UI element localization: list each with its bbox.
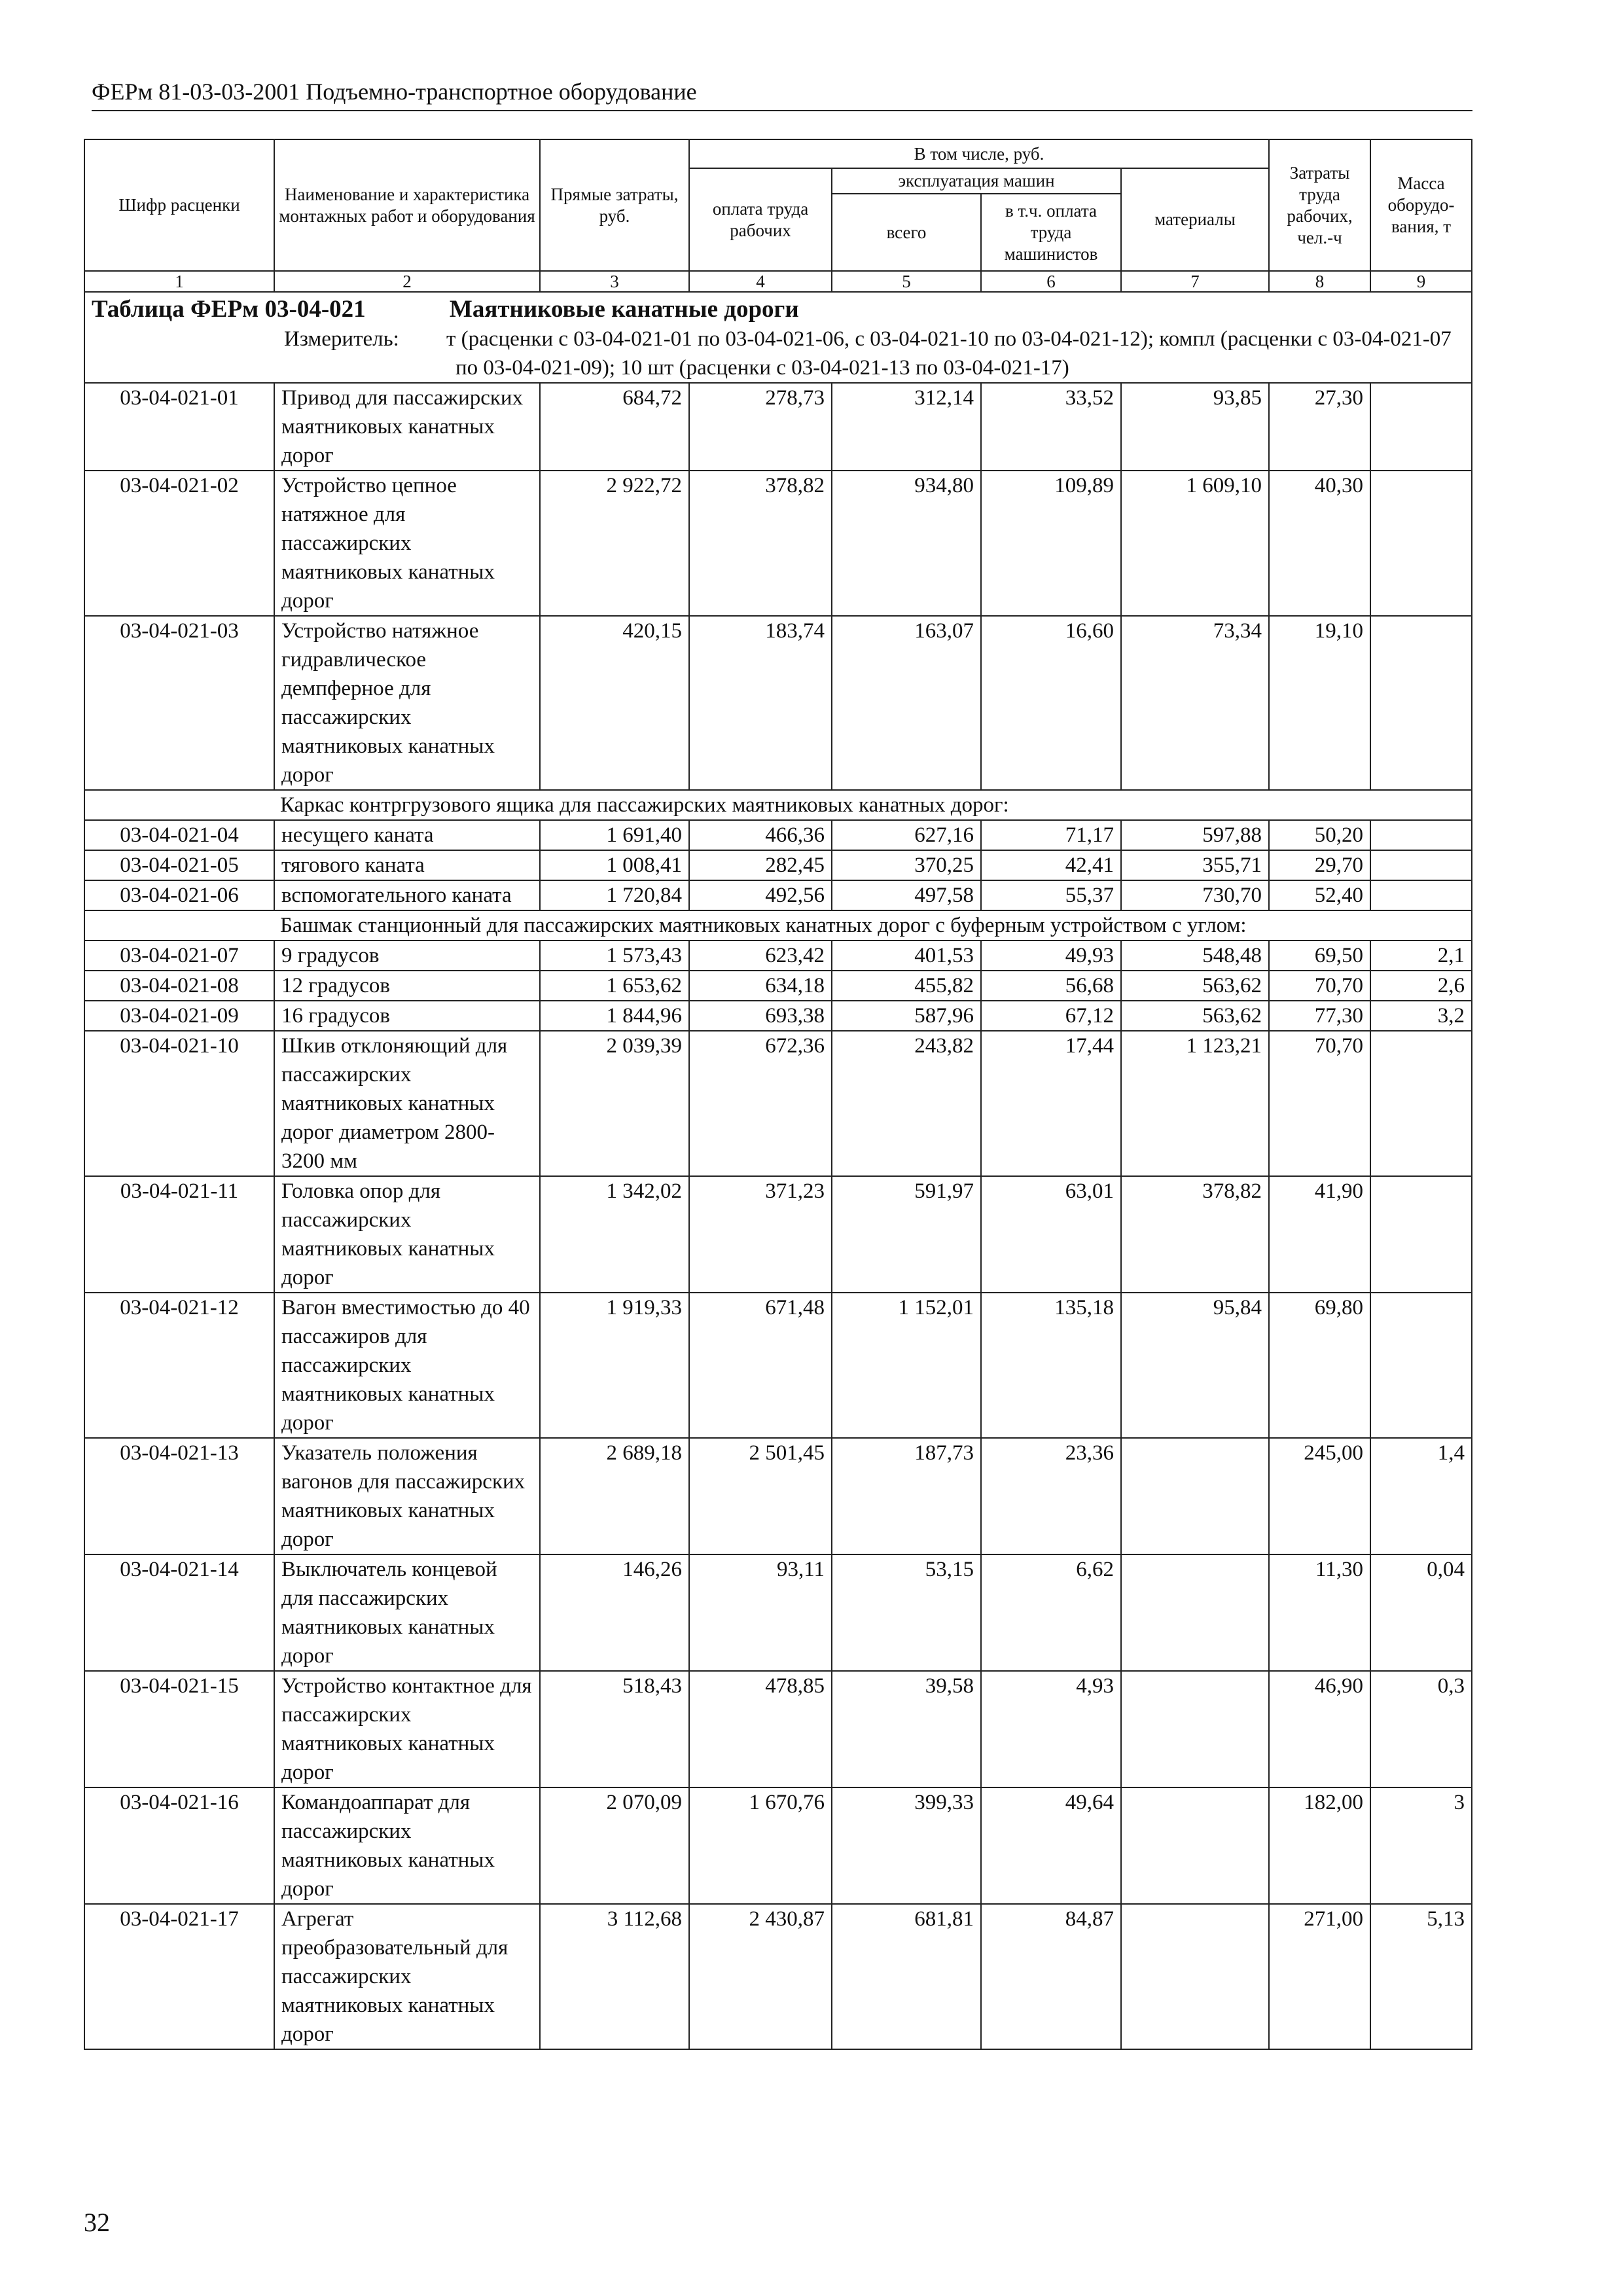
worker-wages: 693,38: [689, 1001, 832, 1031]
work-name: Шкив отклоняющий для пассажирских маятниковых канатных дорог диаметром 2800-3200 мм: [274, 1031, 540, 1176]
header-mass: Масса оборудо-вания, т: [1370, 139, 1472, 271]
direct-costs: 1 342,02: [540, 1176, 689, 1293]
rate-code: 03-04-021-16: [84, 1787, 274, 1904]
machine-costs: 627,16: [832, 820, 981, 850]
direct-costs: 2 689,18: [540, 1438, 689, 1554]
materials-costs: 1 123,21: [1121, 1031, 1269, 1176]
table-row: [84, 941, 1472, 971]
materials-costs: [1121, 1671, 1269, 1787]
equipment-mass: [1370, 850, 1472, 880]
table-row: [84, 1001, 1472, 1031]
meter-text: т (расценки с 03-04-021-01 по 03-04-021-06, с 03-04-021-10 по 03-04-021-12); компл (расценки с 03-04-021-07 по 03-04-021-09); 10 шт (расценки с 03-04-021-13 по 03-04-021-17): [446, 327, 1452, 380]
labor-costs: 70,70: [1269, 1031, 1370, 1176]
rate-code: 03-04-021-13: [84, 1438, 274, 1554]
table-row: [84, 820, 1472, 850]
rate-code: 03-04-021-08: [84, 971, 274, 1001]
group-title: Каркас контргрузового ящика для пассажирских маятниковых канатных дорог:: [84, 790, 1472, 820]
labor-costs: 41,90: [1269, 1176, 1370, 1293]
worker-wages: 371,23: [689, 1176, 832, 1293]
table-row: [84, 471, 1472, 616]
table-row: [84, 383, 1472, 471]
machinist-wages: 49,93: [981, 941, 1121, 971]
section-caption-row: [84, 292, 1472, 383]
header-name: Наименование и характеристика монтажных работ и оборудования: [274, 139, 540, 271]
equipment-mass: [1370, 383, 1472, 471]
header-total: всего: [832, 194, 981, 271]
labor-costs: 50,20: [1269, 820, 1370, 850]
header-incl: В том числе, руб.: [689, 139, 1269, 168]
materials-costs: 563,62: [1121, 971, 1269, 1001]
machine-costs: 370,25: [832, 850, 981, 880]
table-row: [84, 1671, 1472, 1787]
header-machinist-wages: в т.ч. оплата труда машинистов: [981, 194, 1121, 271]
machinist-wages: 4,93: [981, 1671, 1121, 1787]
direct-costs: 518,43: [540, 1671, 689, 1787]
worker-wages: 671,48: [689, 1293, 832, 1438]
work-name: Указатель положения вагонов для пассажирских маятниковых канатных дорог: [274, 1438, 540, 1554]
header-machines: эксплуатация машин: [832, 168, 1121, 194]
equipment-mass: [1370, 820, 1472, 850]
section-title: Маятниковые канатные дороги: [449, 296, 799, 323]
table-row: [84, 1176, 1472, 1293]
column-number: 4: [689, 271, 832, 292]
column-number: 8: [1269, 271, 1370, 292]
machinist-wages: 6,62: [981, 1554, 1121, 1671]
rate-code: 03-04-021-05: [84, 850, 274, 880]
equipment-mass: 2,1: [1370, 941, 1472, 971]
materials-costs: 73,34: [1121, 616, 1269, 790]
group-1: [84, 790, 1472, 820]
work-name: Устройство натяжное гидравлическое демпферное для пассажирских маятниковых канатных дорог: [274, 616, 540, 790]
machinist-wages: 42,41: [981, 850, 1121, 880]
machinist-wages: 16,60: [981, 616, 1121, 790]
machinist-wages: 84,87: [981, 1904, 1121, 2049]
rows-counterweight: [84, 820, 1472, 910]
direct-costs: 684,72: [540, 383, 689, 471]
work-name: Вагон вместимостью до 40 пассажиров для пассажирских маятниковых канатных дорог: [274, 1293, 540, 1438]
rate-code: 03-04-021-07: [84, 941, 274, 971]
machine-costs: 243,82: [832, 1031, 981, 1176]
machinist-wages: 71,17: [981, 820, 1121, 850]
equipment-mass: 3,2: [1370, 1001, 1472, 1031]
rates-table: [84, 139, 1472, 2050]
worker-wages: 278,73: [689, 383, 832, 471]
machine-costs: 681,81: [832, 1904, 981, 2049]
worker-wages: 378,82: [689, 471, 832, 616]
direct-costs: 420,15: [540, 616, 689, 790]
worker-wages: 623,42: [689, 941, 832, 971]
rate-code: 03-04-021-09: [84, 1001, 274, 1031]
section-meter: [263, 325, 1465, 382]
header-labor: Затраты труда рабочих, чел.-ч: [1269, 139, 1370, 271]
machine-costs: 497,58: [832, 880, 981, 910]
rows-station-shoe: [84, 941, 1472, 1031]
materials-costs: 93,85: [1121, 383, 1269, 471]
equipment-mass: 0,3: [1370, 1671, 1472, 1787]
work-name: Головка опор для пассажирских маятниковых канатных дорог: [274, 1176, 540, 1293]
work-name: 9 градусов: [274, 941, 540, 971]
group-row: [84, 790, 1472, 820]
work-name: несущего каната: [274, 820, 540, 850]
rate-code: 03-04-021-12: [84, 1293, 274, 1438]
labor-costs: 245,00: [1269, 1438, 1370, 1554]
worker-wages: 672,36: [689, 1031, 832, 1176]
work-name: Командоаппарат для пассажирских маятниковых канатных дорог: [274, 1787, 540, 1904]
machinist-wages: 67,12: [981, 1001, 1121, 1031]
table-row: [84, 850, 1472, 880]
table-row: [84, 1031, 1472, 1176]
meter-label: Измеритель:: [284, 327, 399, 351]
labor-costs: 69,50: [1269, 941, 1370, 971]
direct-costs: 3 112,68: [540, 1904, 689, 2049]
table-row: [84, 880, 1472, 910]
equipment-mass: [1370, 880, 1472, 910]
materials-costs: 378,82: [1121, 1176, 1269, 1293]
equipment-mass: 0,04: [1370, 1554, 1472, 1671]
materials-costs: 1 609,10: [1121, 471, 1269, 616]
worker-wages: 634,18: [689, 971, 832, 1001]
machinist-wages: 56,68: [981, 971, 1121, 1001]
machine-costs: 401,53: [832, 941, 981, 971]
worker-wages: 183,74: [689, 616, 832, 790]
equipment-mass: [1370, 1176, 1472, 1293]
worker-wages: 1 670,76: [689, 1787, 832, 1904]
direct-costs: 2 922,72: [540, 471, 689, 616]
machine-costs: 53,15: [832, 1554, 981, 1671]
machinist-wages: 55,37: [981, 880, 1121, 910]
table-row: [84, 1293, 1472, 1438]
header-code: Шифр расценки: [84, 139, 274, 271]
equipment-mass: [1370, 1293, 1472, 1438]
direct-costs: 1 573,43: [540, 941, 689, 971]
machinist-wages: 17,44: [981, 1031, 1121, 1176]
materials-costs: [1121, 1787, 1269, 1904]
worker-wages: 93,11: [689, 1554, 832, 1671]
work-name: тягового каната: [274, 850, 540, 880]
machine-costs: 455,82: [832, 971, 981, 1001]
rate-code: 03-04-021-03: [84, 616, 274, 790]
worker-wages: 282,45: [689, 850, 832, 880]
machine-costs: 39,58: [832, 1671, 981, 1787]
document-title: ФЕРм 81-03-03-2001 Подъемно-транспортное оборудование: [92, 77, 1472, 111]
machine-costs: 591,97: [832, 1176, 981, 1293]
labor-costs: 29,70: [1269, 850, 1370, 880]
group-2: [84, 910, 1472, 941]
materials-costs: 597,88: [1121, 820, 1269, 850]
direct-costs: 1 691,40: [540, 820, 689, 850]
machine-costs: 312,14: [832, 383, 981, 471]
column-number: 1: [84, 271, 274, 292]
worker-wages: 2 501,45: [689, 1438, 832, 1554]
table-row: [84, 1787, 1472, 1904]
work-name: Выключатель концевой для пассажирских маятниковых канатных дорог: [274, 1554, 540, 1671]
rate-code: 03-04-021-15: [84, 1671, 274, 1787]
rate-code: 03-04-021-04: [84, 820, 274, 850]
equipment-mass: 1,4: [1370, 1438, 1472, 1554]
table-row: [84, 1554, 1472, 1671]
direct-costs: 1 844,96: [540, 1001, 689, 1031]
rate-code: 03-04-021-11: [84, 1176, 274, 1293]
equipment-mass: [1370, 1031, 1472, 1176]
machinist-wages: 109,89: [981, 471, 1121, 616]
equipment-mass: [1370, 616, 1472, 790]
labor-costs: 40,30: [1269, 471, 1370, 616]
materials-costs: 563,62: [1121, 1001, 1269, 1031]
equipment-mass: [1370, 471, 1472, 616]
rate-code: 03-04-021-01: [84, 383, 274, 471]
column-number: 3: [540, 271, 689, 292]
direct-costs: 2 070,09: [540, 1787, 689, 1904]
materials-costs: 355,71: [1121, 850, 1269, 880]
direct-costs: 1 653,62: [540, 971, 689, 1001]
machinist-wages: 23,36: [981, 1438, 1121, 1554]
machine-costs: 187,73: [832, 1438, 981, 1554]
machinist-wages: 33,52: [981, 383, 1121, 471]
section-caption: [84, 292, 1472, 383]
labor-costs: 70,70: [1269, 971, 1370, 1001]
table-row: [84, 616, 1472, 790]
table-header: [84, 139, 1472, 292]
direct-costs: 1 008,41: [540, 850, 689, 880]
direct-costs: 2 039,39: [540, 1031, 689, 1176]
rows-main-a: [84, 383, 1472, 790]
worker-wages: 478,85: [689, 1671, 832, 1787]
work-name: 12 градусов: [274, 971, 540, 1001]
materials-costs: 548,48: [1121, 941, 1269, 971]
header-direct: Прямые затраты, руб.: [540, 139, 689, 271]
direct-costs: 1 919,33: [540, 1293, 689, 1438]
column-number: 7: [1121, 271, 1269, 292]
materials-costs: [1121, 1904, 1269, 2049]
labor-costs: 11,30: [1269, 1554, 1370, 1671]
labor-costs: 19,10: [1269, 616, 1370, 790]
table-row: [84, 1904, 1472, 2049]
section-code: Таблица ФЕРм 03-04-021: [92, 296, 366, 323]
worker-wages: 492,56: [689, 880, 832, 910]
labor-costs: 52,40: [1269, 880, 1370, 910]
machinist-wages: 63,01: [981, 1176, 1121, 1293]
group-title: Башмак станционный для пассажирских маятниковых канатных дорог с буферным устройством с углом:: [84, 910, 1472, 941]
rate-code: 03-04-021-17: [84, 1904, 274, 2049]
column-number: 5: [832, 271, 981, 292]
machinist-wages: 135,18: [981, 1293, 1121, 1438]
labor-costs: 46,90: [1269, 1671, 1370, 1787]
machine-costs: 587,96: [832, 1001, 981, 1031]
machine-costs: 399,33: [832, 1787, 981, 1904]
equipment-mass: 5,13: [1370, 1904, 1472, 2049]
machine-costs: 934,80: [832, 471, 981, 616]
column-number: 2: [274, 271, 540, 292]
machine-costs: 1 152,01: [832, 1293, 981, 1438]
page-number: 32: [84, 2208, 110, 2237]
materials-costs: 95,84: [1121, 1293, 1269, 1438]
header-wages: оплата труда рабочих: [689, 168, 832, 271]
equipment-mass: 2,6: [1370, 971, 1472, 1001]
work-name: Устройство контактное для пассажирских маятниковых канатных дорог: [274, 1671, 540, 1787]
work-name: Устройство цепное натяжное для пассажирских маятниковых канатных дорог: [274, 471, 540, 616]
labor-costs: 271,00: [1269, 1904, 1370, 2049]
work-name: Агрегат преобразовательный для пассажирских маятниковых канатных дорог: [274, 1904, 540, 2049]
header-materials: материалы: [1121, 168, 1269, 271]
labor-costs: 182,00: [1269, 1787, 1370, 1904]
worker-wages: 2 430,87: [689, 1904, 832, 2049]
table-body: [84, 292, 1472, 383]
work-name: вспомогательного каната: [274, 880, 540, 910]
rate-code: 03-04-021-14: [84, 1554, 274, 1671]
labor-costs: 77,30: [1269, 1001, 1370, 1031]
column-number: 6: [981, 271, 1121, 292]
rows-main-d: [84, 1031, 1472, 2049]
materials-costs: [1121, 1438, 1269, 1554]
table-row: [84, 1438, 1472, 1554]
group-row: [84, 910, 1472, 941]
direct-costs: 1 720,84: [540, 880, 689, 910]
machine-costs: 163,07: [832, 616, 981, 790]
materials-costs: 730,70: [1121, 880, 1269, 910]
work-name: 16 градусов: [274, 1001, 540, 1031]
rate-code: 03-04-021-02: [84, 471, 274, 616]
work-name: Привод для пассажирских маятниковых канатных дорог: [274, 383, 540, 471]
table-row: [84, 971, 1472, 1001]
rate-code: 03-04-021-10: [84, 1031, 274, 1176]
column-number: 9: [1370, 271, 1472, 292]
equipment-mass: 3: [1370, 1787, 1472, 1904]
labor-costs: 27,30: [1269, 383, 1370, 471]
materials-costs: [1121, 1554, 1269, 1671]
rate-code: 03-04-021-06: [84, 880, 274, 910]
labor-costs: 69,80: [1269, 1293, 1370, 1438]
column-numbers-row: [84, 271, 1472, 292]
machinist-wages: 49,64: [981, 1787, 1121, 1904]
direct-costs: 146,26: [540, 1554, 689, 1671]
worker-wages: 466,36: [689, 820, 832, 850]
